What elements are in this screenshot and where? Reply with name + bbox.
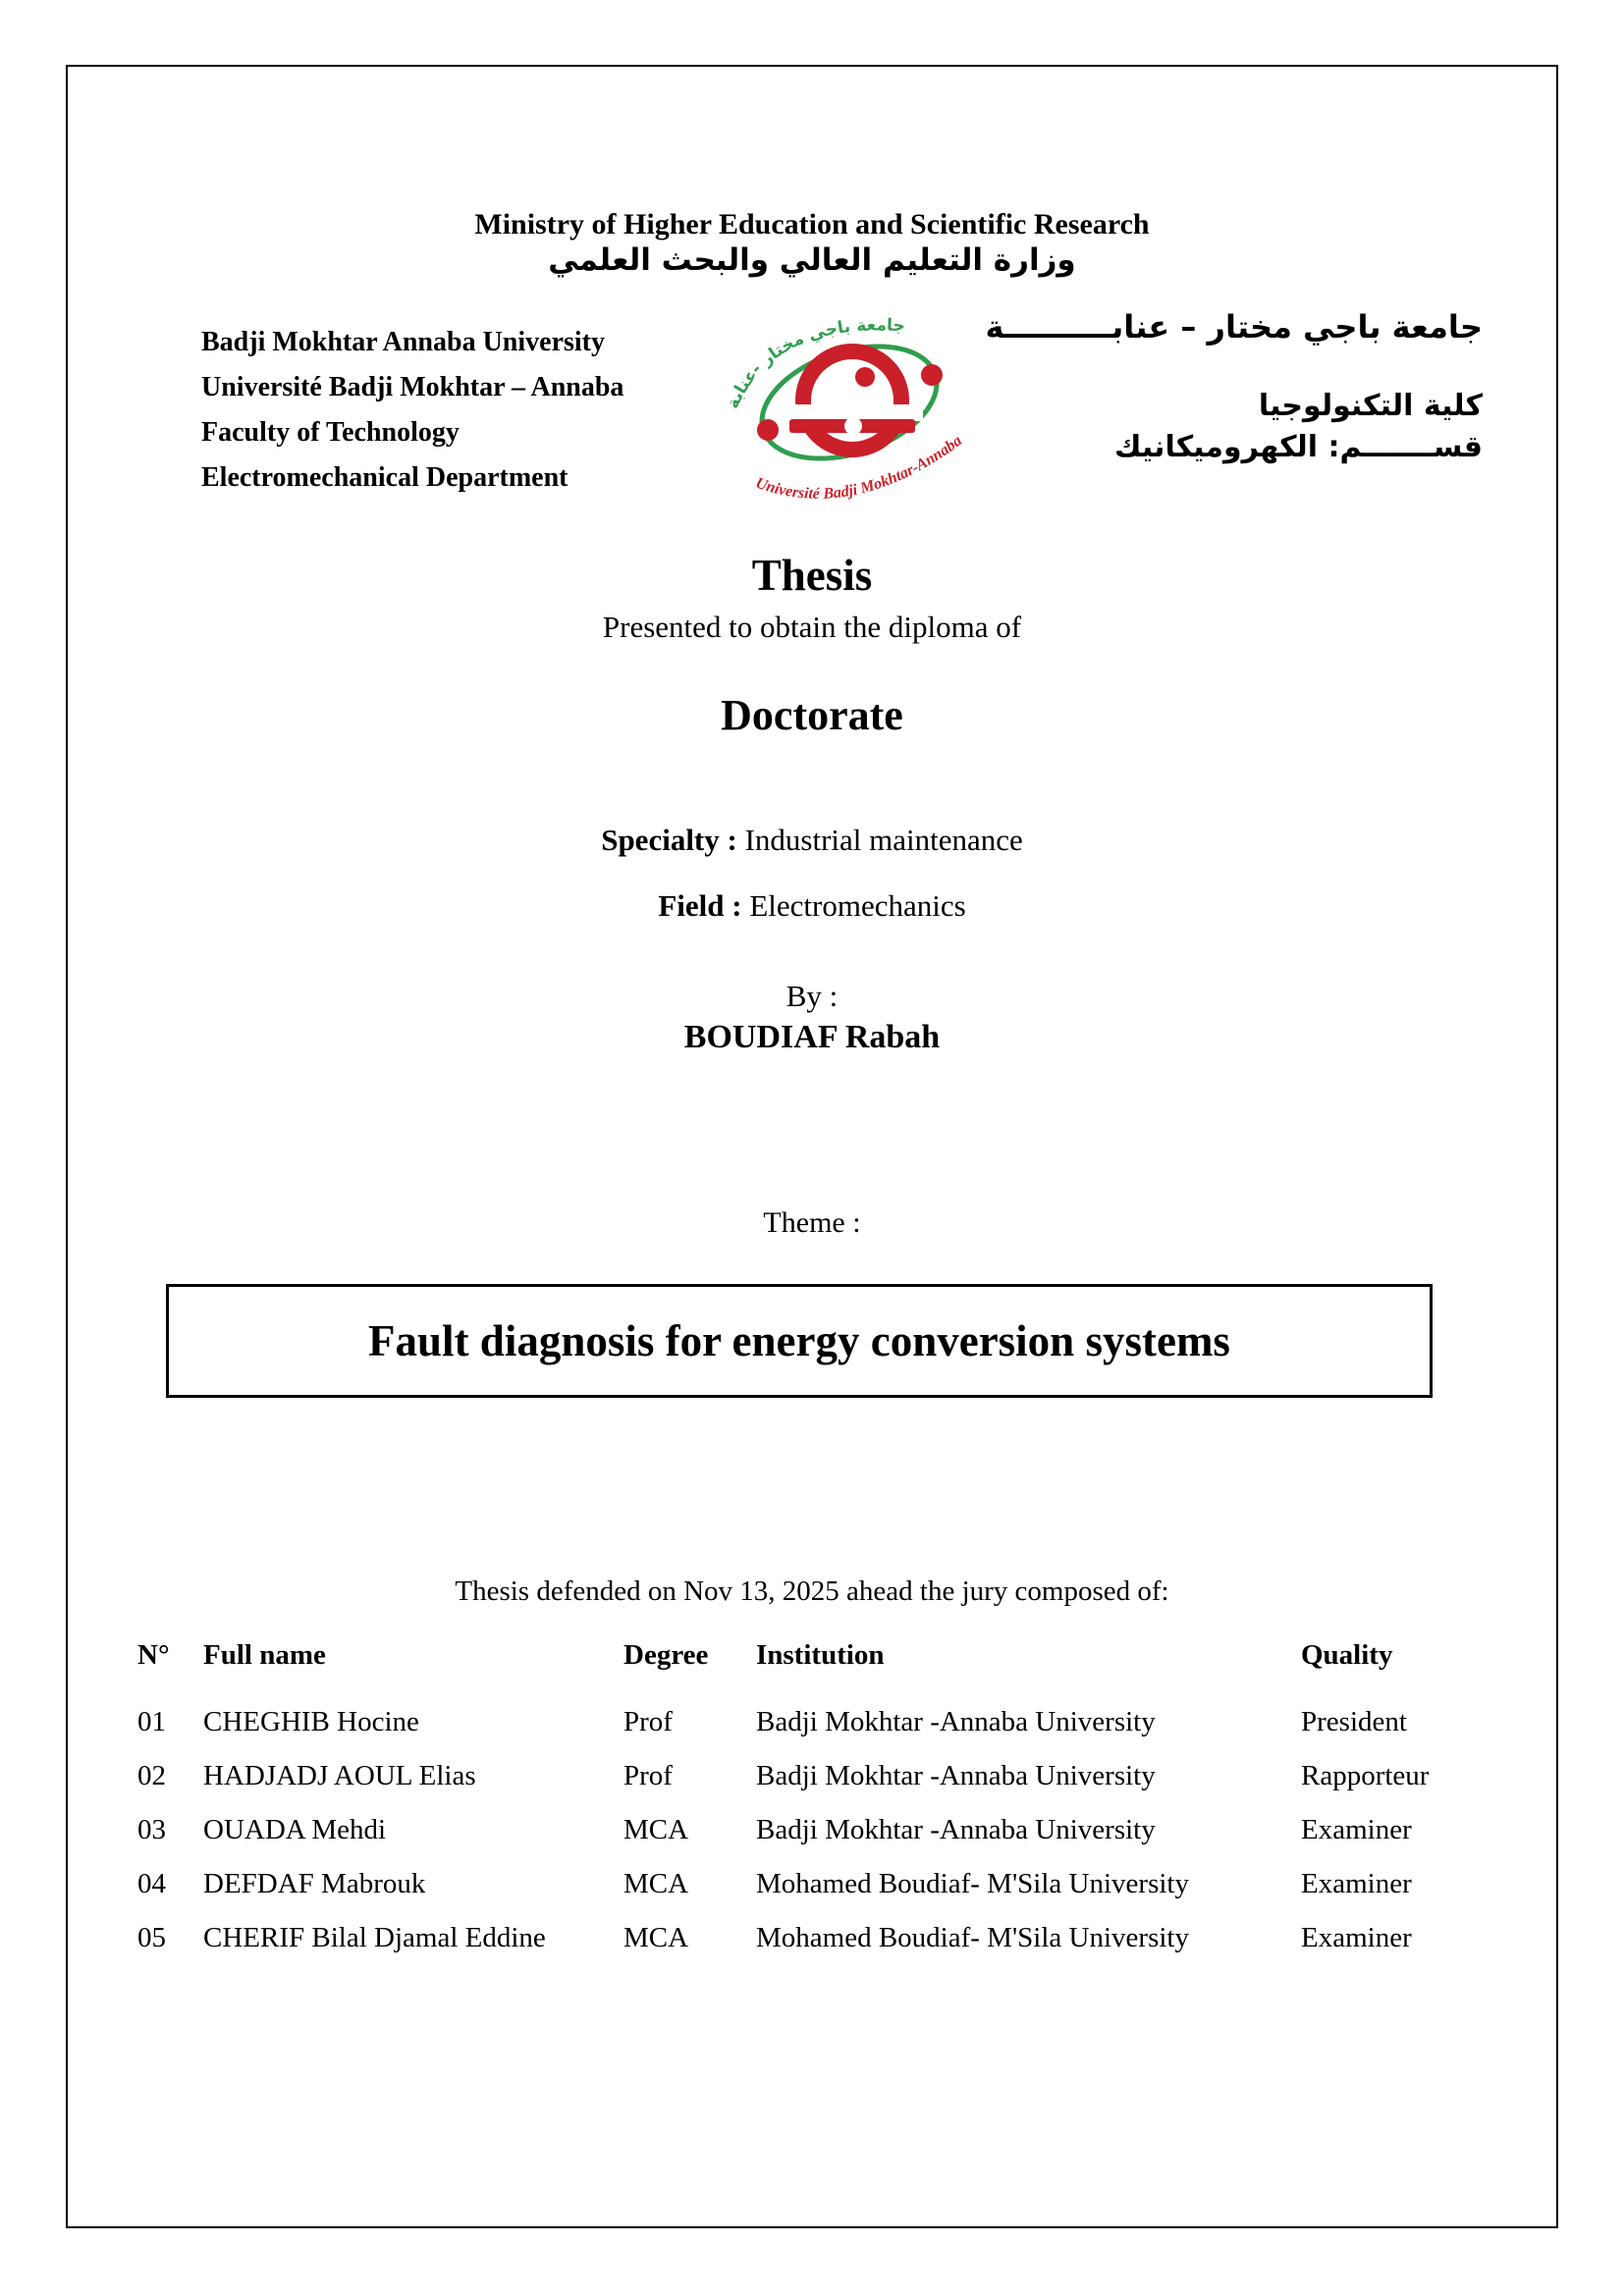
field-label: Field : bbox=[658, 888, 742, 923]
jury-name: HADJADJ AOUL Elias bbox=[203, 1760, 476, 1791]
field-value: Electromechanics bbox=[741, 888, 966, 923]
university-name-ar: جامعة باجي مختار – عنابــــــــــة bbox=[985, 308, 1483, 346]
jury-degree: MCA bbox=[623, 1814, 689, 1845]
jury-institution: Mohamed Boudiaf- M'Sila University bbox=[756, 1922, 1189, 1953]
jury-num: 03 bbox=[137, 1814, 166, 1845]
col-header-num: N° bbox=[137, 1639, 170, 1671]
jury-name: CHERIF Bilal Djamal Eddine bbox=[203, 1922, 546, 1953]
department-name-ar: قســـــــم: الكهروميكانيك bbox=[1114, 430, 1483, 465]
author-name: BOUDIAF Rabah bbox=[683, 1019, 941, 1055]
specialty-value: Industrial maintenance bbox=[736, 823, 1023, 857]
university-block-ar bbox=[986, 308, 1484, 465]
specialty-label: Specialty : bbox=[601, 823, 737, 857]
jury-institution: Badji Mokhtar -Annaba University bbox=[756, 1706, 1156, 1737]
jury-degree: MCA bbox=[623, 1922, 689, 1953]
university-logo-icon bbox=[725, 291, 978, 514]
faculty-name: Faculty of Technology bbox=[201, 417, 460, 448]
jury-quality: Rapporteur bbox=[1301, 1760, 1430, 1791]
diploma-name: Doctorate bbox=[721, 691, 903, 739]
jury-quality: President bbox=[1301, 1706, 1407, 1737]
university-logo bbox=[725, 291, 978, 514]
jury-name: OUADA Mehdi bbox=[203, 1814, 387, 1845]
thesis-theme-title: Fault diagnosis for energy conversion systems bbox=[368, 1316, 1230, 1365]
university-name-en: Badji Mokhtar Annaba University bbox=[201, 327, 605, 357]
jury-name: DEFDAF Mabrouk bbox=[203, 1868, 426, 1899]
emblem-lower-dot bbox=[844, 417, 862, 435]
theme-label: Theme : bbox=[763, 1206, 861, 1239]
jury-num: 02 bbox=[137, 1760, 166, 1791]
defense-intro-line: Thesis defended on Nov 13, 2025 ahead the jury composed of: bbox=[455, 1575, 1169, 1607]
university-block-en bbox=[201, 320, 623, 501]
jury-degree: Prof bbox=[623, 1706, 673, 1737]
col-header-degree: Degree bbox=[623, 1639, 709, 1671]
col-header-name: Full name bbox=[203, 1639, 326, 1671]
logo-arabic-caption: جامعة باجي مختار -عنابة bbox=[725, 315, 906, 412]
thesis-subtitle: Presented to obtain the diploma of bbox=[602, 610, 1022, 644]
orbit-dot-left bbox=[757, 419, 779, 441]
by-label: By : bbox=[785, 979, 839, 1013]
jury-name: CHEGHIB Hocine bbox=[203, 1706, 419, 1737]
orbit-dot-right bbox=[921, 364, 943, 386]
ministry-title-en: Ministry of Higher Education and Scientific Research bbox=[474, 208, 1150, 240]
jury-num: 05 bbox=[137, 1922, 166, 1953]
logo-french-caption: Université Badji Mokhtar-Annaba bbox=[753, 432, 965, 503]
thesis-heading: Thesis bbox=[751, 551, 873, 600]
jury-institution: Mohamed Boudiaf- M'Sila University bbox=[756, 1868, 1189, 1899]
ministry-title-ar: وزارة التعليم العالي والبحث العلمي bbox=[548, 242, 1076, 278]
faculty-name-ar: كلية التكنولوجيا bbox=[1258, 389, 1483, 424]
field-line bbox=[0, 888, 1624, 924]
theme-box bbox=[166, 1284, 1433, 1398]
jury-degree: Prof bbox=[623, 1760, 673, 1791]
jury-degree: MCA bbox=[623, 1868, 689, 1899]
university-name-fr: Université Badji Mokhtar – Annaba bbox=[201, 372, 624, 402]
col-header-institution: Institution bbox=[756, 1639, 885, 1671]
jury-num: 04 bbox=[137, 1868, 166, 1899]
jury-institution: Badji Mokhtar -Annaba University bbox=[756, 1814, 1156, 1845]
jury-quality: Examiner bbox=[1301, 1814, 1412, 1845]
department-name: Electromechanical Department bbox=[201, 462, 568, 493]
col-header-quality: Quality bbox=[1301, 1639, 1393, 1671]
jury-quality: Examiner bbox=[1301, 1868, 1412, 1899]
emblem-upper-dot bbox=[855, 367, 875, 387]
jury-institution: Badji Mokhtar -Annaba University bbox=[756, 1760, 1156, 1791]
specialty-line bbox=[0, 823, 1624, 858]
jury-quality: Examiner bbox=[1301, 1922, 1412, 1953]
jury-num: 01 bbox=[137, 1706, 166, 1737]
emblem-ring bbox=[803, 351, 901, 450]
